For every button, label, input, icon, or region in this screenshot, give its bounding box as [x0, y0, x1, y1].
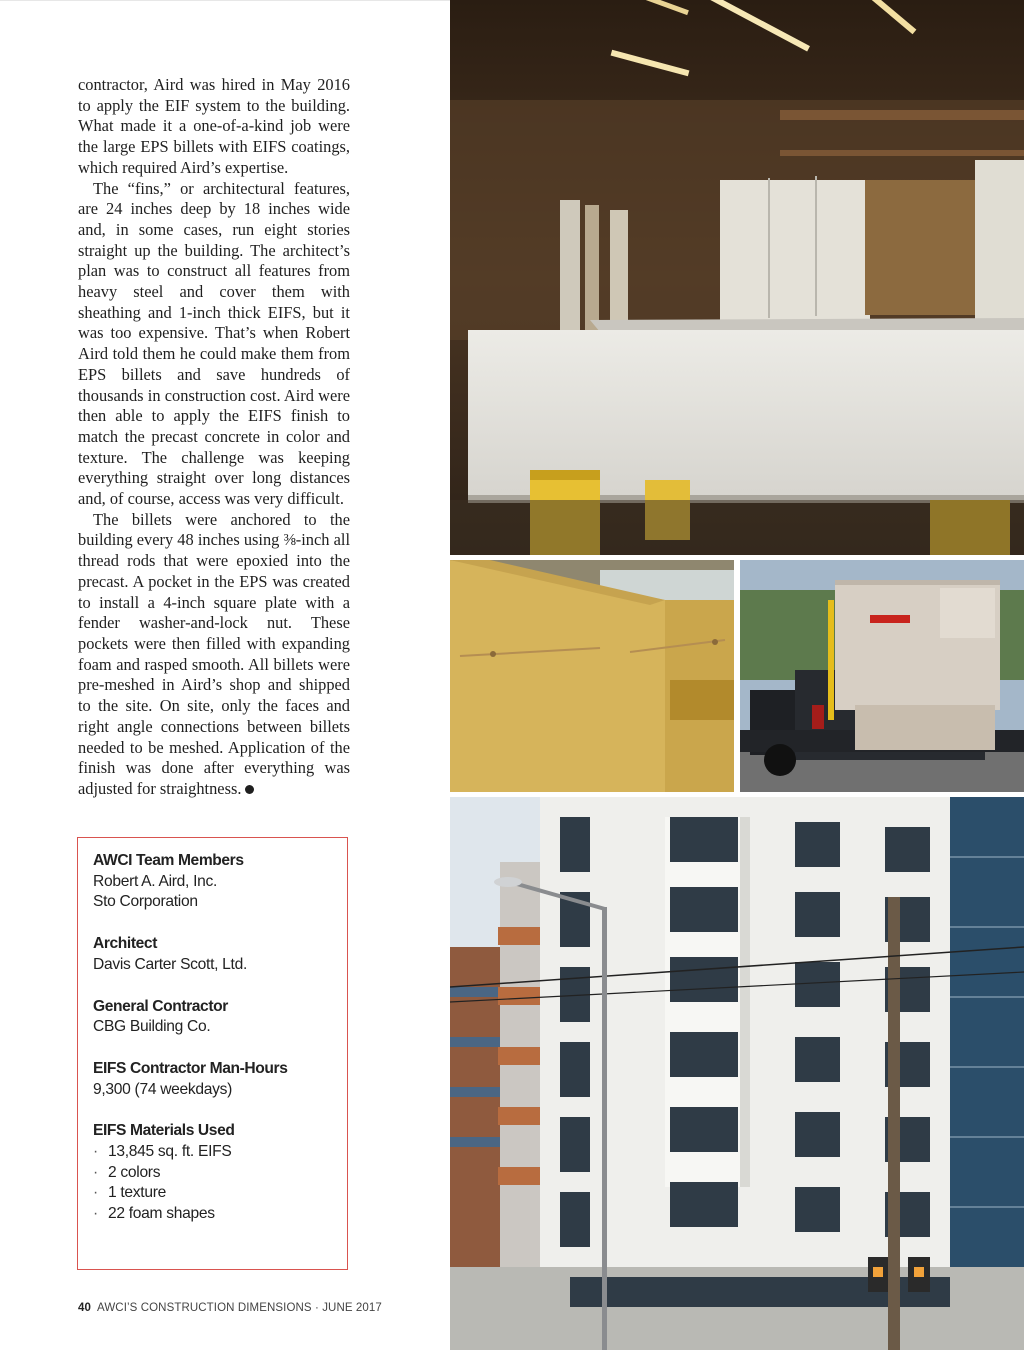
man-hours-value: 9,300 (74 weekdays): [93, 1080, 233, 1098]
team-members-heading: AWCI Team Members: [93, 852, 244, 869]
list-item: · 22 foam shapes: [93, 1204, 332, 1225]
publication-credit: AWCI’S CONSTRUCTION DIMENSIONS · JUNE 2017: [97, 1302, 382, 1314]
general-contractor-section: [93, 997, 332, 1038]
team-member: Sto Corporation: [93, 893, 198, 911]
eps-rods-photo: [450, 560, 734, 792]
list-item: · 13,845 sq. ft. EIFS: [93, 1142, 332, 1163]
page-number: 40: [78, 1302, 91, 1314]
materials-list: [93, 1142, 332, 1225]
truck-delivery-photo: [740, 560, 1024, 792]
article-paragraph-3-text: The billets were anchored to the building every 48 inches using ⅜-inch all thread rods that were epoxied into the precast. A pocket in the EPS was created to install a 4-inch square plate with a fender washer-and-lock nut. These pockets were then filled with expanding foam and rasped smooth. All billets were pre-meshed in Aird’s shop and shipped to the site. On site, only the faces and right angle connections between billets needed to be meshed. Application of the finish was done after everything was adjusted for straightness.: [78, 509, 350, 798]
architect-section: [93, 934, 332, 975]
architect-name: Davis Carter Scott, Ltd.: [93, 955, 247, 973]
materials-heading: EIFS Materials Used: [93, 1122, 235, 1140]
general-contractor-name: CBG Building Co.: [93, 1018, 211, 1036]
article-paragraph-3: [78, 510, 350, 800]
warehouse-billet-photo: [450, 0, 1024, 555]
architect-heading: Architect: [93, 935, 157, 953]
article-body: [78, 75, 350, 800]
list-item: · 1 texture: [93, 1183, 332, 1204]
man-hours-section: [93, 1059, 332, 1100]
finished-building-photo: [450, 797, 1024, 1350]
man-hours-heading: EIFS Contractor Man-Hours: [93, 1059, 288, 1077]
team-member: Robert A. Aird, Inc.: [93, 872, 218, 890]
article-paragraph-1: contractor, Aird was hired in May 2016 to apply the EIF system to the building. What made it a one-of-a-kind job were the large EPS billets with EIFS coatings, which required Aird’s expertise.: [78, 75, 350, 177]
materials-section: [93, 1121, 332, 1225]
end-of-article-bullet: [245, 785, 254, 794]
team-members-section: [93, 851, 332, 913]
page-footer: [78, 1302, 382, 1314]
project-info-sidebar: [77, 837, 348, 1270]
list-item: · 2 colors: [93, 1163, 332, 1184]
article-paragraph-2: The “fins,” or architectural features, are 24 inches deep by 18 inches wide and, in some cases, run eight stories straight up the building. The architect’s plan was to construct all features from heavy steel and cover them with sheathing and 1-inch thick EIFS, but it was too expensive. That’s when Robert Aird told them he could make them from EPS billets and save hundreds of thousands in construction cost. Aird were then able to apply the EIFS finish to match the precast concrete in color and texture. The challenge was keeping everything straight over long distances and, of course, access was very difficult.: [78, 178, 350, 509]
general-contractor-heading: General Contractor: [93, 997, 228, 1015]
